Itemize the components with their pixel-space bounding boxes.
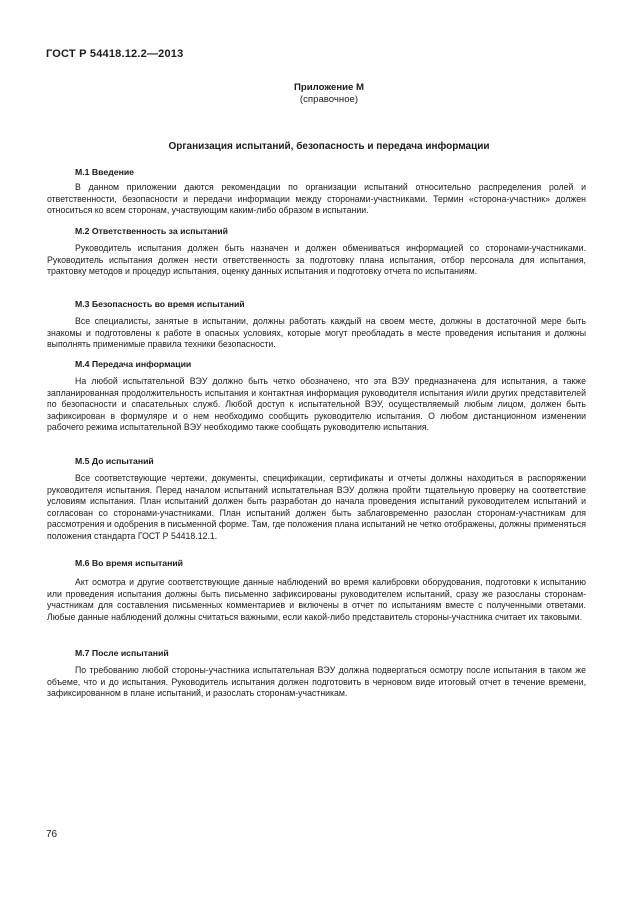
annex-label: Приложение М	[293, 82, 365, 93]
document-code: ГОСТ Р 54418.12.2—2013	[46, 48, 184, 60]
section-heading-m2: М.2 Ответственность за испытаний	[75, 226, 228, 236]
section-text-m6: Акт осмотра и другие соответствующие данные наблюдений во время калибровки оборудования, подготовки к испытанию или проведения испытания должны быть письменно зафиксированы руководителем испытаний, сразу же разосланы сторонам-участникам для составления письменных комментариев и включены в отчет по испытаниям вместе с полученными ответами. Любые данные наблюдений должны считаться важными, если какой-либо представитель стороны-участника считает их таковыми.	[47, 577, 586, 622]
page-number: 76	[46, 829, 58, 840]
section-heading-m4: М.4 Передача информации	[75, 359, 192, 369]
section-heading-m1: М.1 Введение	[75, 167, 134, 177]
section-text-m3: Все специалисты, занятые в испытании, должны работать каждый на своем месте, должны в достаточной мере быть знакомы и подготовлены к работе в опасных условиях, которые могут преобладать в месте проведения испытания и должны выполнять применимые правила техники безопасности.	[47, 316, 586, 350]
annex-type: (справочное)	[299, 94, 359, 105]
section-text-m1: В данном приложении даются рекомендации по организации испытаний относительно распределения ролей и ответственности, безопасности и передачи информации между сторонами-участниками. Термин «сторона-участник» должен относиться ко всем сторонам, участвующим каким-либо образом в испытании.	[47, 182, 586, 216]
section-heading-m3: М.3 Безопасность во время испытаний	[75, 299, 245, 309]
section-text-m5: Все соответствующие чертежи, документы, спецификации, сертификаты и отчеты должны находиться в распоряжении руководителя испытания. Перед началом испытаний испытательная ВЭУ должна пройти тщательную проверку на соответствие условиям испытания. План испытаний должен быть разработан до начала проведения испытаний руководителем испытаний и согласован со сторонами-участниками. План испытаний должен быть заблаговременно разослан сторонам-участникам для рассмотрения и одобрения в письменной форме. Там, где положения плана испытаний не четко отображены, должны применяться положения стандарта ГОСТ Р 54418.12.1.	[47, 473, 586, 541]
section-text-m4: На любой испытательной ВЭУ должно быть четко обозначено, что эта ВЭУ предназначена для испытания, а также запланированная продолжительность испытания и контактная информация руководителя испытания и/или других представителей по безопасности и спасательных служб. Любой доступ к испытательной ВЭУ, осуществляемый любым лицом, должен быть зафиксирован в формуляре и о нем необходимо сообщить руководителю испытания. О любом дистанционном изменении рабочего режима испытательной ВЭУ необходимо также сообщать руководителю испытания.	[47, 376, 586, 433]
section-heading-m5: М.5 До испытаний	[75, 456, 154, 466]
section-heading-m7: М.7 После испытаний	[75, 648, 169, 658]
section-heading-m6: М.6 Во время испытаний	[75, 558, 184, 568]
annex-title: Организация испытаний, безопасность и передача информации	[168, 141, 490, 152]
section-text-m7: По требованию любой стороны-участника испытательная ВЭУ должна подвергаться осмотру после испытания в таком же объеме, что и до испытания. Руководитель испытания должен подготовить в черновом виде итоговый отчет в течение времени, зафиксированном в плане испытаний, и разослать сторонам-участникам.	[47, 665, 586, 699]
section-text-m2: Руководитель испытания должен быть назначен и должен обмениваться информацией со сторонами-участниками. Руководитель испытания должен нести ответственность за подготовку плана испытания, отбор персонала для испытания, трактовку методов и процедур испытания, оценку данных испытания и подготовку отчета по испытаниям.	[47, 243, 586, 277]
